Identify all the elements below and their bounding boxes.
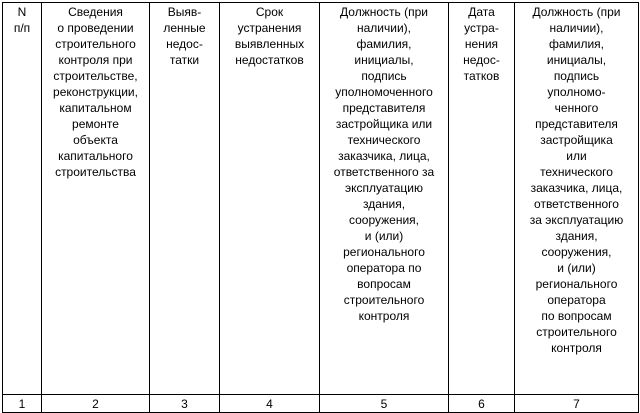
inspection-journal-table [2,2,639,413]
column-number-cell: 3 [150,395,220,413]
header-row [3,3,639,395]
header-cell-representative-confirm: Должность (при наличии), фамилия, инициалы, подпись уполномо- ченного представителя застройщика или технического заказчика, лица, ответственного за эксплуатацию здания, сооружения, и (или) регионального оператора по вопросам строительного контроля [515,3,639,395]
column-number-row [3,395,639,413]
header-cell-fix-date: Дата устра- нения недос- татков [449,3,515,395]
column-number-cell: 6 [449,395,515,413]
column-number-cell: 5 [320,395,449,413]
column-number-cell: 1 [3,395,42,413]
column-number-cell: 7 [515,395,639,413]
header-cell-deadline: Срок устранения выявленных недостатков [220,3,320,395]
header-cell-defects: Выяв- ленные недос- татки [150,3,220,395]
header-cell-number: N п/п [3,3,42,395]
journal-table-frame [2,2,638,411]
header-cell-control-info: Сведения о проведении строительного контроля при строительстве, реконструкции, капитальном ремонте объекта капитального строительства [42,3,150,395]
header-cell-representative: Должность (при наличии), фамилия, инициалы, подпись уполномоченного представителя застройщика или технического заказчика, лица, ответственного за эксплуатацию здания, сооружения, и (или) регионального оператора по вопросам строительного контроля [320,3,449,395]
column-number-cell: 2 [42,395,150,413]
column-number-cell: 4 [220,395,320,413]
